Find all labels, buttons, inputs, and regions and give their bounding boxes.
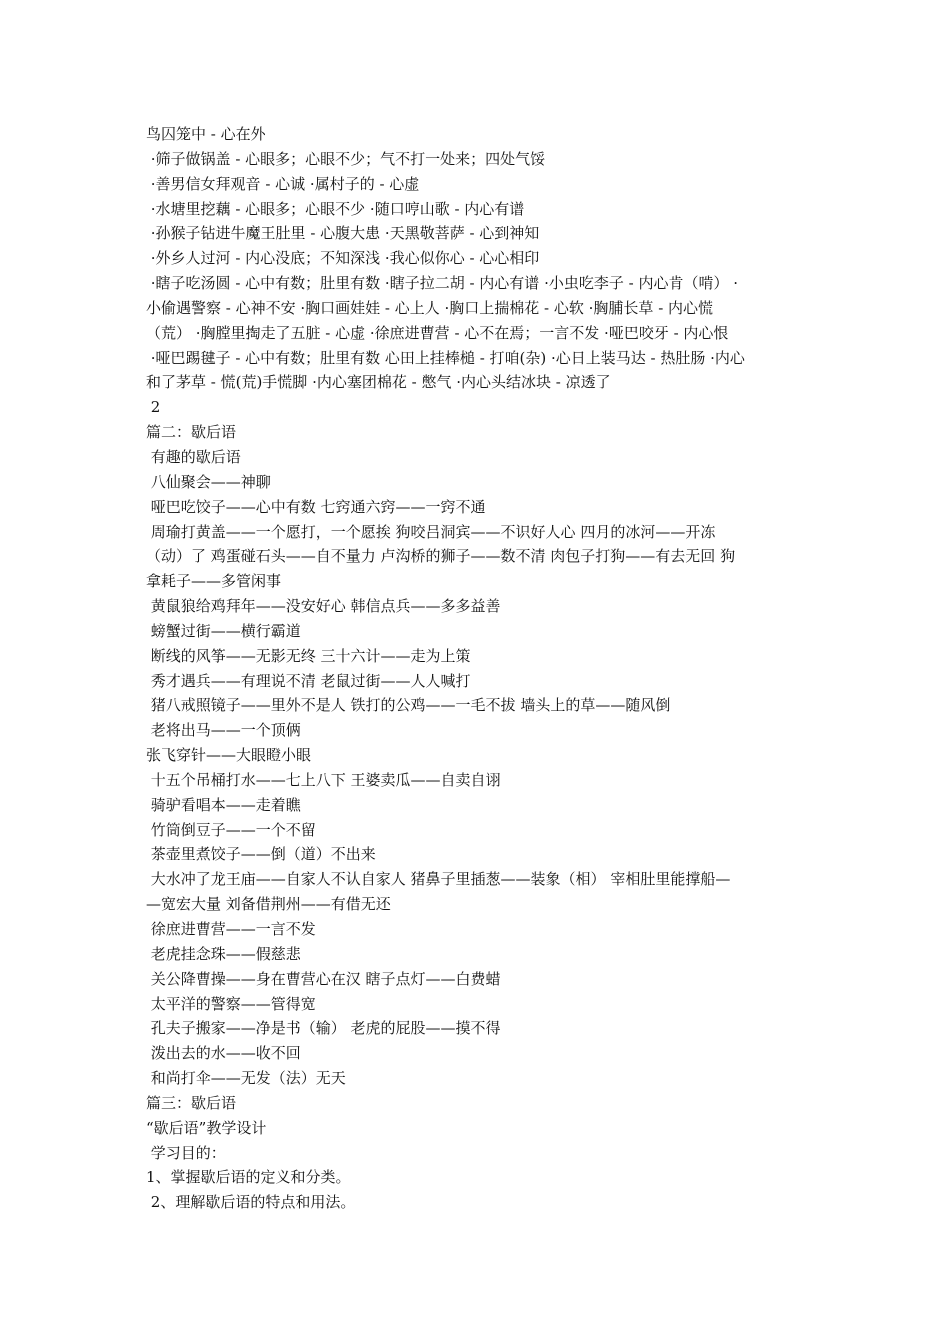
text-line: —宽宏大量 刘备借荆州——有借无还 [146,895,391,914]
text-line: 有趣的歇后语 [146,447,241,466]
text-line: “歇后语”教学设计 [146,1118,267,1137]
text-line: 螃蟹过街——横行霸道 [146,621,301,640]
text-line: 张飞穿针——大眼瞪小眼 [146,746,312,765]
text-line: 拿耗子——多管闲事 [146,572,282,591]
text-line: 竹筒倒豆子——一个不留 [146,820,316,839]
text-line: 1、掌握歇后语的定义和分类。 [146,1168,351,1187]
text-line: 孔夫子搬家——净是书（输） 老虎的屁股——摸不得 [146,1019,501,1038]
text-line: 篇三：歇后语 [146,1093,237,1112]
text-line: 鸟囚笼中 - 心在外 [146,125,266,143]
text-line: 2、理解歇后语的特点和用法。 [146,1193,356,1212]
text-line: 猪八戒照镜子——里外不是人 铁打的公鸡——一毛不拔 墙头上的草——随风倒 [146,696,671,715]
text-line: 哑巴吃饺子——心中有数 七窍通六窍——一窍不通 [146,497,486,516]
text-line: 断线的风筝——无影无终 三十六计——走为上策 [146,646,471,665]
text-line: 小偷遇警察 - 心神不安 ·胸口画娃娃 - 心上人 ·胸口上揣棉花 - 心软 ·胸脯长草 - 内心慌 [146,298,714,317]
text-line: 和了茅草 - 慌(荒)手慌脚 ·内心塞团棉花 - 憋气 ·内心头结冰块 - 凉透了 [146,373,611,392]
text-line: 八仙聚会——神聊 [146,472,271,491]
text-line: 和尚打伞——无发（法）无天 [146,1069,346,1088]
text-line: （动）了 鸡蛋碰石头——自不量力 卢沟桥的狮子——数不清 肉包子打狗——有去无回 狗 [146,547,736,566]
text-line: 骑驴看唱本——走着瞧 [146,795,301,814]
text-line: ·孙猴子钻进牛魔王肚里 - 心腹大患 ·天黑敬菩萨 - 心到神知 [146,224,540,243]
text-line: 篇二：歇后语 [146,423,237,442]
text-line: 学习目的： [146,1143,226,1162]
text-line: 周瑜打黄盖——一个愿打，一个愿挨 狗咬吕洞宾——不识好人心 四月的冰河——开冻 [146,522,716,541]
text-line: 徐庶进曹营——一言不发 [146,920,316,938]
text-line: 太平洋的警察——管得宽 [146,994,316,1013]
text-line: ·筛子做锅盖 - 心眼多；心眼不少；气不打一处来；四处气馁 [146,149,546,168]
text-line: 大水冲了龙王庙——自家人不认自家人 猪鼻子里插葱——装象（相） 宰相肚里能撑船— [146,870,731,889]
text-line: 关公降曹操——身在曹营心在汉 瞎子点灯——白费蜡 [146,969,501,988]
text-line: 秀才遇兵——有理说不清 老鼠过街——人人喊打 [146,671,471,690]
text-line: ·瞎子吃汤圆 - 心中有数；肚里有数 ·瞎子拉二胡 - 内心有谱 ·小虫吃李子 - 内心肯（啃） · [146,274,738,293]
text-line: ·哑巴踢毽子 - 心中有数；肚里有数 心田上挂棒槌 - 打咱(杂) ·心日上装马达 - 热肚肠 ·内心 [146,348,745,367]
text-line: （荒） ·胸膛里掏走了五脏 - 心虚 ·徐庶进曹营 - 心不在焉；一言不发 ·哑巴咬牙 - 内心恨 [146,323,729,342]
text-line: 2 [146,398,161,417]
text-line: ·善男信女拜观音 - 心诚 ·属村子的 - 心虚 [146,174,420,193]
document-body [146,122,810,1215]
text-line: 黄鼠狼给鸡拜年——没安好心 韩信点兵——多多益善 [146,597,501,616]
text-line: 泼出去的水——收不回 [146,1044,301,1063]
text-line: ·外乡人过河 - 内心没底；不知深浅 ·我心似你心 - 心心相印 [146,249,540,268]
text-line: 老将出马——一个顶俩 [146,721,301,740]
text-line: 老虎挂念珠——假慈悲 [146,944,301,963]
text-line: 十五个吊桶打水——七上八下 王婆卖瓜——自卖自诩 [146,770,501,789]
text-line: ·水塘里挖藕 - 心眼多；心眼不少 ·随口哼山歌 - 内心有谱 [146,199,525,218]
text-line: 茶壶里煮饺子——倒（道）不出来 [146,845,376,864]
